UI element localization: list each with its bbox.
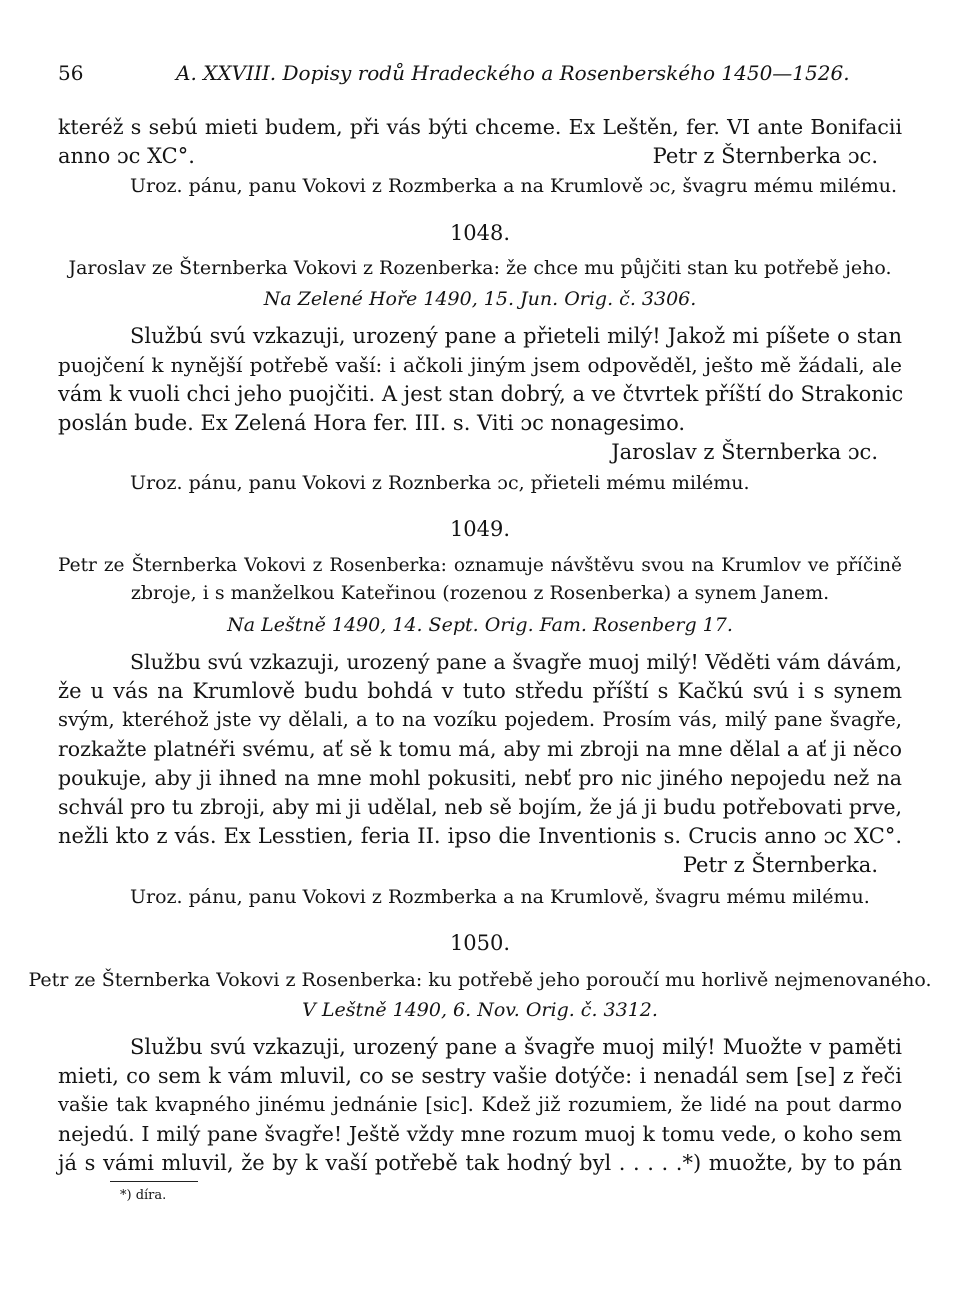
footnote-rule bbox=[110, 1181, 198, 1182]
letter-summary-1050: Petr ze Šternberka Vokovi z Rosenberka: ku potřebě jeho poroučí mu horlivě nejmenovaného. bbox=[28, 969, 932, 991]
letter-body-line: Službu svú vzkazuji, urozený pane a švagře muoj milý! Muožte v paměti bbox=[130, 1035, 902, 1059]
letter-body-line: mieti, co sem k vám mluvil, co se sestry vašie dotýče: i nenadál sem [se] z řeči bbox=[58, 1064, 902, 1088]
letter-body-line: svým, kteréhož jste vy dělali, a to na vozíku pojedem. Prosím vás, milý pane švagře, bbox=[58, 708, 902, 731]
letter-number-1050: 1050. bbox=[449, 931, 511, 955]
letter-body-line: poukuje, aby ji ihned na mne mohl pokusiti, nebť pro nic jiného nepojedu než na bbox=[58, 766, 902, 790]
letter-source-1050: V Leštně 1490, 6. Nov. Orig. č. 3312. bbox=[302, 999, 658, 1021]
intro-line-2: anno ɔc XC°. bbox=[58, 144, 195, 168]
letter-number-1049: 1049. bbox=[449, 517, 511, 541]
letter-body-line: že u vás na Krumlově budu bohdá v tuto středu příští s Kačkú svú i s synem bbox=[58, 679, 902, 703]
letter-body-line: schvál pro tu zbroji, aby mi ji udělal, neb sě bojím, že já ji budu potřebovati prve, bbox=[58, 795, 902, 819]
page-number: 56 bbox=[58, 61, 84, 85]
letter-body-line: nežli kto z vás. Ex Lesstien, feria II. ipso die Inventionis s. Crucis anno ɔc XC°. bbox=[58, 824, 902, 848]
letter-summary-1048: Jaroslav ze Šternberka Vokovi z Rozenberka: že chce mu půjčiti stan ku potřebě jeho. bbox=[68, 257, 892, 279]
letter-signature-1049: Petr z Šternberka. bbox=[682, 853, 878, 877]
letter-address-1049: Uroz. pánu, panu Vokovi z Rozmberka a na Krumlově, švagru mému milému. bbox=[130, 886, 870, 908]
footnote: *) díra. bbox=[120, 1188, 167, 1203]
letter-source-1048: Na Zelené Hoře 1490, 15. Jun. Orig. č. 3306. bbox=[263, 288, 697, 310]
intro-signature: Petr z Šternberka ɔc. bbox=[652, 144, 878, 168]
running-title: A. XXVIII. Dopisy rodů Hradeckého a Rosenberského 1450—1526. bbox=[176, 61, 850, 85]
letter-body-line: vám k vuoli chci jeho puojčiti. A jest stan dobrý, a ve čtvrtek příští do Strakonic bbox=[58, 382, 904, 406]
letter-body-line: Službu svú vzkazuji, urozený pane a švagře muoj milý! Věděti vám dávám, bbox=[130, 650, 902, 674]
letter-body-line: nejedú. I milý pane švagře! Ještě vždy mne rozum muoj k tomu vede, o koho sem bbox=[58, 1122, 902, 1146]
letter-body-line: poslán bude. Ex Zelená Hora fer. III. s. Viti ɔc nonagesimo. bbox=[58, 411, 686, 435]
letter-summary-1049-line-2: zbroje, i s manželkou Kateřinou (rozenou z Rosenberka) a synem Janem. bbox=[130, 582, 830, 604]
letter-body-line: rozkažte platnéři svému, ať sě k tomu má, aby mi zbroji na mne dělal a ať ji něco bbox=[58, 737, 902, 761]
letter-summary-1049-line-1: Petr ze Šternberka Vokovi z Rosenberka: oznamuje návštěvu svou na Krumlov ve příčině bbox=[58, 555, 902, 576]
letter-body-line: Službú svú vzkazuji, urozený pane a přieteli milý! Jakož mi píšete o stan bbox=[130, 324, 902, 348]
letter-body-line: já s vámi mluvil, že by k vaší potřebě tak hodný byl . . . . .*) muožte, by to pán bbox=[58, 1151, 902, 1175]
letter-number-1048: 1048. bbox=[449, 221, 511, 245]
letter-body-line: puojčení k nynější potřebě vaší: i ačkoli jiným jsem odpověděl, ješto mě žádali, ale bbox=[58, 353, 902, 377]
letter-address-1048: Uroz. pánu, panu Vokovi z Roznberka ɔc, přieteli mému milému. bbox=[130, 472, 750, 494]
intro-line-1: kteréž s sebú mieti budem, při vás býti chceme. Ex Leštěn, fer. VI ante Bonifacii bbox=[58, 115, 902, 139]
letter-signature-1048: Jaroslav z Šternberka ɔc. bbox=[611, 440, 878, 464]
letter-source-1049: Na Leštně 1490, 14. Sept. Orig. Fam. Rosenberg 17. bbox=[227, 614, 733, 636]
intro-address: Uroz. pánu, panu Vokovi z Rozmberka a na Krumlově ɔc, švagru mému milému. bbox=[130, 175, 898, 197]
letter-body-line: vašie tak kvapného jinému jednánie [sic]. Kdež již rozumiem, že lidé na pout darmo bbox=[58, 1093, 902, 1116]
